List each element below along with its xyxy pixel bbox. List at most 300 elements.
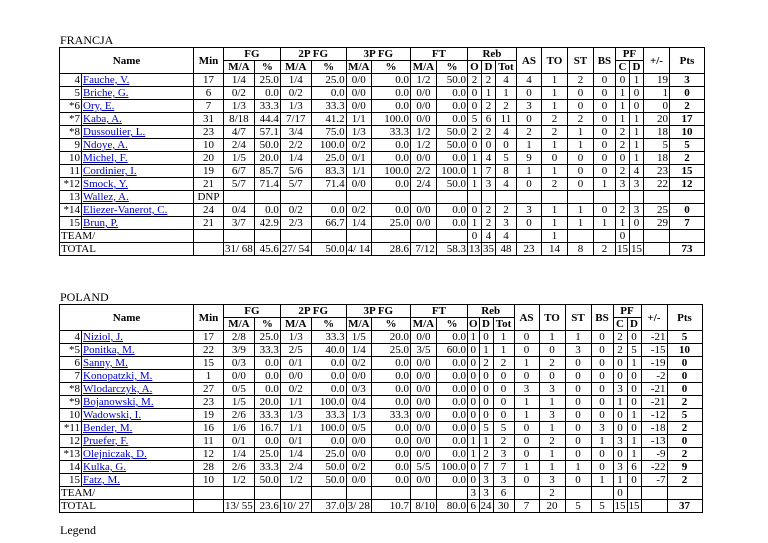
- player-plusminus: 19: [643, 74, 669, 87]
- total-ft: 7/12: [410, 243, 436, 256]
- player-ft-ma: 0/0: [410, 331, 436, 344]
- player-points: 0: [667, 370, 702, 383]
- col-header-pts: Pts: [669, 48, 704, 74]
- player-plusminus: 29: [643, 217, 669, 230]
- player-row: [60, 165, 705, 178]
- col-subheader-o: O: [467, 61, 481, 74]
- player-plusminus: -19: [641, 357, 667, 370]
- total-fouls-committed: 15: [614, 500, 626, 512]
- player-row: [60, 448, 703, 461]
- player-2p-ma: 0/0: [280, 370, 311, 383]
- player-steals: 1: [567, 126, 593, 139]
- player-points: 7: [669, 217, 704, 230]
- col-header-bs: BS: [593, 48, 615, 74]
- empty-cell: [643, 230, 669, 243]
- player-assists: 0: [514, 422, 539, 435]
- player-ft-pct: 0.0: [436, 370, 467, 383]
- player-ft-ma: 0/0: [410, 383, 436, 396]
- player-number: 13: [60, 191, 82, 204]
- player-assists: 1: [516, 165, 541, 178]
- player-ft-ma: 0/0: [410, 152, 436, 165]
- player-blocks: 0: [593, 126, 615, 139]
- player-fouls-drawn: 1: [627, 435, 641, 448]
- player-fouls-committed: 0: [613, 370, 627, 383]
- player-name-link[interactable]: Olejniczak, D.: [83, 448, 147, 460]
- team-totreb: 6: [493, 487, 514, 500]
- player-name-link[interactable]: Sanny, M.: [83, 357, 128, 369]
- player-fg-ma: 6/7: [224, 165, 255, 178]
- player-steals: 0: [567, 152, 593, 165]
- player-dreb: [481, 191, 495, 204]
- player-name-link[interactable]: Fauche, V.: [83, 74, 130, 86]
- player-name-link[interactable]: Smock, Y.: [83, 178, 128, 190]
- player-fg-ma: 0/2: [224, 87, 255, 100]
- col-subheader-d: D: [481, 61, 495, 74]
- player-turnovers: 0: [539, 370, 565, 383]
- team-row: [60, 230, 705, 243]
- player-fg-pct: 0.0: [254, 204, 280, 217]
- player-fouls-committed: 2: [615, 139, 629, 152]
- player-assists: 0: [516, 178, 541, 191]
- player-points: 5: [669, 139, 704, 152]
- player-name-cell: [82, 165, 194, 178]
- player-fouls-drawn: 0: [627, 474, 641, 487]
- player-fg-pct: 33.3: [254, 409, 280, 422]
- col-subheader: M/A: [224, 61, 255, 74]
- player-min: 11: [194, 435, 224, 448]
- player-fg-pct: 33.3: [254, 100, 280, 113]
- player-fouls-drawn: 1: [629, 113, 643, 126]
- player-steals: 0: [567, 100, 593, 113]
- player-fouls-drawn: 1: [629, 126, 643, 139]
- total-oreb: 13: [468, 243, 480, 255]
- player-oreb: 2: [467, 126, 481, 139]
- total-3p: 3/ 28: [347, 500, 370, 512]
- player-min: 10: [194, 474, 224, 487]
- player-fouls-drawn: 1: [627, 357, 641, 370]
- player-row: [60, 396, 703, 409]
- player-steals: 3: [565, 344, 591, 357]
- player-steals: 0: [565, 435, 591, 448]
- player-ft-ma: 1/2: [410, 74, 436, 87]
- player-fouls-drawn: 6: [627, 461, 641, 474]
- player-2p-ma: 1/3: [280, 100, 311, 113]
- col-header-fg: FG: [224, 48, 281, 61]
- player-min: 27: [194, 383, 224, 396]
- player-assists: 9: [516, 152, 541, 165]
- player-3p-ma: 0/0: [346, 178, 371, 191]
- player-name-link[interactable]: Niziol, J.: [83, 331, 124, 343]
- player-assists: 0: [514, 435, 539, 448]
- col-header-min: Min: [194, 48, 224, 74]
- player-assists: 1: [514, 357, 539, 370]
- player-fg-ma: 0/1: [224, 435, 255, 448]
- team-row-label: TEAM/: [60, 230, 194, 243]
- player-turnovers: 1: [541, 87, 567, 100]
- player-points: 17: [669, 113, 704, 126]
- player-fg-pct: 0.0: [254, 435, 280, 448]
- player-assists: 0: [514, 474, 539, 487]
- player-blocks: 3: [591, 422, 613, 435]
- player-dreb: 5: [479, 422, 493, 435]
- player-name-link[interactable]: Wallez, A.: [83, 191, 129, 203]
- player-fouls-drawn: 0: [629, 87, 643, 100]
- player-min: 16: [194, 422, 224, 435]
- empty-cell: [410, 230, 436, 243]
- player-2p-pct: 100.0: [311, 396, 346, 409]
- col-subheader: %: [254, 61, 280, 74]
- empty-cell: [254, 230, 280, 243]
- player-2p-ma: 0/1: [280, 357, 311, 370]
- player-name-link[interactable]: Eliezer-Vanerot, C.: [83, 204, 168, 216]
- player-fg-ma: 1/4: [224, 74, 255, 87]
- player-dreb: 3: [481, 178, 495, 191]
- player-plusminus: 5: [643, 139, 669, 152]
- total-blocks: 2: [593, 243, 615, 256]
- player-name-link[interactable]: Kulka, G.: [83, 461, 127, 473]
- player-totreb: 3: [495, 217, 516, 230]
- player-ft-pct: 0.0: [436, 113, 467, 126]
- player-2p-pct: 50.0: [311, 474, 346, 487]
- player-ft-pct: 0.0: [436, 331, 467, 344]
- col-subheader-o: O: [468, 318, 478, 330]
- player-fouls-drawn: 1: [629, 152, 643, 165]
- player-3p-ma: 0/0: [346, 435, 371, 448]
- player-dreb: 1: [479, 344, 493, 357]
- col-header-fg: FG: [224, 305, 281, 318]
- player-2p-pct: 0.0: [311, 383, 346, 396]
- player-blocks: [593, 191, 615, 204]
- player-steals: 0: [565, 474, 591, 487]
- empty-cell: [280, 487, 311, 500]
- player-2p-pct: 0.0: [311, 87, 346, 100]
- player-name-link[interactable]: Konopatzki, M.: [83, 370, 153, 382]
- player-2p-pct: 25.0: [311, 74, 346, 87]
- player-ft-ma: 0/0: [410, 448, 436, 461]
- player-number: 6: [60, 357, 82, 370]
- player-3p-ma: 0/2: [346, 204, 371, 217]
- player-name-link[interactable]: Brun, P.: [83, 217, 119, 229]
- player-fouls-committed: 0: [613, 448, 627, 461]
- player-blocks: 0: [591, 461, 613, 474]
- player-number: *8: [60, 126, 82, 139]
- player-totreb: 3: [493, 474, 514, 487]
- player-turnovers: 3: [539, 383, 565, 396]
- player-number: 12: [60, 435, 82, 448]
- player-ft-ma: [410, 191, 436, 204]
- player-fg-pct: 0.0: [254, 87, 280, 100]
- player-3p-pct: 0.0: [371, 370, 410, 383]
- player-plusminus: -7: [641, 474, 667, 487]
- col-header-plusminus: +/-: [641, 305, 667, 331]
- player-turnovers: 2: [539, 357, 565, 370]
- player-fg-pct: 44.4: [254, 113, 280, 126]
- player-fouls-committed: 0: [613, 422, 627, 435]
- player-2p-pct: 0.0: [311, 204, 346, 217]
- player-blocks: 1: [593, 217, 615, 230]
- total-ft-pct: 80.0: [436, 500, 467, 513]
- player-name-cell: [82, 178, 194, 191]
- player-steals: 1: [567, 217, 593, 230]
- player-3p-ma: 1/4: [346, 344, 371, 357]
- player-ft-pct: 0.0: [436, 435, 467, 448]
- player-2p-ma: 2/4: [280, 461, 311, 474]
- col-subheader: %: [311, 61, 346, 74]
- player-steals: 1: [565, 461, 591, 474]
- player-totreb: 5: [493, 422, 514, 435]
- player-points: 2: [667, 474, 702, 487]
- player-blocks: 0: [591, 383, 613, 396]
- col-header-ft: FT: [410, 48, 467, 61]
- player-totreb: 4: [495, 178, 516, 191]
- player-number: 15: [60, 217, 82, 230]
- player-name-link[interactable]: Ndoye, A.: [83, 139, 128, 151]
- player-turnovers: 1: [541, 74, 567, 87]
- player-points: 0: [667, 383, 702, 396]
- player-oreb: 1: [467, 435, 479, 448]
- player-number: *7: [60, 113, 82, 126]
- empty-cell: [593, 230, 615, 243]
- player-row: [60, 87, 705, 100]
- player-oreb: 0: [467, 204, 481, 217]
- player-name-cell: [82, 448, 194, 461]
- total-ft: 8/10: [410, 500, 436, 513]
- player-2p-pct: 100.0: [311, 139, 346, 152]
- player-turnovers: 1: [539, 448, 565, 461]
- player-number: 14: [60, 461, 82, 474]
- player-min: 28: [194, 461, 224, 474]
- player-number: 9: [60, 139, 82, 152]
- player-fouls-drawn: 1: [629, 139, 643, 152]
- player-oreb: 0: [467, 474, 479, 487]
- col-header-2pfg: 2P FG: [280, 48, 346, 61]
- player-oreb: [467, 191, 481, 204]
- player-name-link[interactable]: Ory, E.: [83, 100, 115, 112]
- col-header-3pfg: 3P FG: [346, 305, 410, 318]
- player-3p-ma: 0/0: [346, 448, 371, 461]
- player-name-link[interactable]: Pruefer, F.: [83, 435, 129, 447]
- player-oreb: 1: [467, 152, 481, 165]
- col-subheader: M/A: [410, 318, 436, 331]
- player-fg-pct: 33.3: [254, 344, 280, 357]
- player-ft-ma: 0/0: [410, 204, 436, 217]
- empty-cell: [254, 487, 280, 500]
- player-min: 17: [194, 331, 224, 344]
- empty-cell: [194, 500, 224, 513]
- team-fouls: 0: [613, 487, 627, 500]
- col-header-as: AS: [514, 305, 539, 331]
- player-name-link[interactable]: Kaba, A.: [83, 113, 122, 125]
- player-ft-ma: 0/0: [410, 87, 436, 100]
- player-name-link[interactable]: Fatz, M.: [83, 474, 120, 486]
- player-ft-ma: 0/0: [410, 435, 436, 448]
- player-name-link[interactable]: Ponitka, M.: [83, 344, 135, 356]
- player-plusminus: -18: [641, 422, 667, 435]
- player-2p-ma: 1/4: [280, 74, 311, 87]
- player-points: 3: [669, 74, 704, 87]
- player-3p-ma: 0/4: [346, 396, 371, 409]
- player-3p-pct: 0.0: [371, 100, 410, 113]
- player-name-link[interactable]: Bender, M.: [83, 422, 133, 434]
- player-totreb: 11: [495, 113, 516, 126]
- player-min: 12: [194, 448, 224, 461]
- col-subheader: M/A: [224, 318, 255, 331]
- player-steals: 0: [565, 448, 591, 461]
- player-row: [60, 383, 703, 396]
- player-min: 6: [194, 87, 224, 100]
- player-name-cell: [82, 191, 194, 204]
- player-assists: 1: [514, 409, 539, 422]
- player-min: 20: [194, 152, 224, 165]
- total-3p-pct: 10.7: [371, 500, 410, 513]
- total-fouls-committed: 15: [616, 243, 628, 255]
- player-fouls-committed: 1: [615, 87, 629, 100]
- player-steals: 1: [567, 204, 593, 217]
- player-blocks: 1: [591, 474, 613, 487]
- total-row-label: TOTAL: [60, 500, 194, 513]
- player-name-cell: [82, 100, 194, 113]
- player-totreb: 4: [495, 126, 516, 139]
- player-fg-ma: 8/18: [224, 113, 255, 126]
- legend-label: Legend: [60, 523, 96, 537]
- player-turnovers: 1: [541, 217, 567, 230]
- player-2p-pct: 25.0: [311, 152, 346, 165]
- player-row: [60, 178, 705, 191]
- player-turnovers: 3: [539, 474, 565, 487]
- player-fg-pct: 50.0: [254, 139, 280, 152]
- player-name-link[interactable]: Wlodarczyk, A.: [83, 383, 153, 395]
- player-assists: 1: [516, 139, 541, 152]
- player-plusminus: -9: [641, 448, 667, 461]
- player-totreb: 5: [495, 152, 516, 165]
- player-dreb: 0: [479, 396, 493, 409]
- player-2p-ma: 1/4: [280, 448, 311, 461]
- player-3p-pct: 0.0: [371, 87, 410, 100]
- player-steals: 0: [565, 357, 591, 370]
- player-name-link[interactable]: Bojanowski, M.: [83, 396, 154, 408]
- player-number: 11: [60, 165, 82, 178]
- total-3p-pct: 28.6: [371, 243, 410, 256]
- empty-cell: [371, 487, 410, 500]
- empty-cell: [410, 487, 436, 500]
- player-ft-pct: 0.0: [436, 87, 467, 100]
- player-fouls-committed: 0: [615, 74, 629, 87]
- player-oreb: 0: [467, 409, 479, 422]
- player-steals: 2: [567, 113, 593, 126]
- player-points: 10: [669, 126, 704, 139]
- player-points: 2: [667, 422, 702, 435]
- player-3p-ma: 0/1: [346, 152, 371, 165]
- player-number: 10: [60, 152, 82, 165]
- player-name-cell: [82, 74, 194, 87]
- player-fouls-committed: 3: [615, 178, 629, 191]
- player-min: 17: [194, 74, 224, 87]
- player-2p-ma: 0/2: [280, 383, 311, 396]
- player-min: 19: [194, 409, 224, 422]
- player-fg-ma: 5/7: [224, 178, 255, 191]
- player-points: 0: [669, 87, 704, 100]
- player-dreb: 2: [481, 100, 495, 113]
- player-number: 5: [60, 87, 82, 100]
- player-3p-pct: [371, 191, 410, 204]
- player-blocks: 0: [593, 204, 615, 217]
- player-name-link[interactable]: Wadowski, I.: [83, 409, 142, 421]
- player-row: [60, 435, 703, 448]
- player-min: 15: [194, 357, 224, 370]
- player-fouls-committed: [615, 191, 629, 204]
- player-oreb: 0: [467, 383, 479, 396]
- player-plusminus: 1: [643, 87, 669, 100]
- col-subheader-pf-d: D: [627, 318, 641, 331]
- col-header-to: TO: [539, 305, 565, 331]
- total-points: 37: [667, 500, 702, 513]
- player-number: *12: [60, 178, 82, 191]
- player-dreb: 2: [481, 217, 495, 230]
- player-name-link[interactable]: Briche, G.: [83, 87, 129, 99]
- player-fg-pct: 25.0: [254, 448, 280, 461]
- player-fouls-committed: 3: [613, 435, 627, 448]
- player-name-cell: [82, 396, 194, 409]
- player-points: 0: [667, 357, 702, 370]
- player-ft-pct: 0.0: [436, 383, 467, 396]
- player-number: 4: [60, 331, 82, 344]
- header-row: [60, 305, 703, 318]
- player-dreb: 0: [479, 331, 493, 344]
- player-fg-ma: 1/5: [224, 152, 255, 165]
- col-header-st: ST: [565, 305, 591, 331]
- player-dreb: 6: [481, 113, 495, 126]
- player-fg-ma: 2/6: [224, 461, 255, 474]
- player-assists: 4: [516, 74, 541, 87]
- player-fg-ma: 0/5: [224, 383, 255, 396]
- player-name-link[interactable]: Dussoulier, L.: [83, 126, 146, 138]
- player-fg-ma: 1/2: [224, 474, 255, 487]
- player-name-link[interactable]: Cordinier, I.: [83, 165, 137, 177]
- col-subheader: %: [371, 61, 410, 74]
- player-name-cell: [82, 217, 194, 230]
- player-3p-ma: [346, 191, 371, 204]
- empty-cell: [669, 230, 704, 243]
- player-name-cell: [82, 383, 194, 396]
- player-3p-pct: 100.0: [371, 113, 410, 126]
- player-name-link[interactable]: Michel, F.: [83, 152, 128, 164]
- player-fg-pct: 57.1: [254, 126, 280, 139]
- player-min: 23: [194, 396, 224, 409]
- player-2p-pct: 33.3: [311, 409, 346, 422]
- player-name-cell: [82, 461, 194, 474]
- player-points: 0: [667, 435, 702, 448]
- player-plusminus: -2: [641, 370, 667, 383]
- player-fg-ma: 3/7: [224, 217, 255, 230]
- player-dreb: 7: [481, 165, 495, 178]
- player-oreb: 0: [467, 344, 479, 357]
- player-2p-pct: 40.0: [311, 344, 346, 357]
- player-dreb: 2: [481, 74, 495, 87]
- player-oreb: 0: [467, 87, 481, 100]
- player-dreb: 0: [479, 370, 493, 383]
- player-3p-ma: 0/2: [346, 139, 371, 152]
- player-row: [60, 422, 703, 435]
- player-number: 10: [60, 409, 82, 422]
- total-2p: 10/ 27: [281, 500, 310, 512]
- player-plusminus: -22: [641, 461, 667, 474]
- player-ft-pct: 50.0: [436, 126, 467, 139]
- player-row: [60, 113, 705, 126]
- col-subheader: M/A: [348, 318, 370, 330]
- player-name-cell: [82, 370, 194, 383]
- player-2p-ma: 1/1: [280, 396, 311, 409]
- player-2p-pct: 33.3: [311, 331, 346, 344]
